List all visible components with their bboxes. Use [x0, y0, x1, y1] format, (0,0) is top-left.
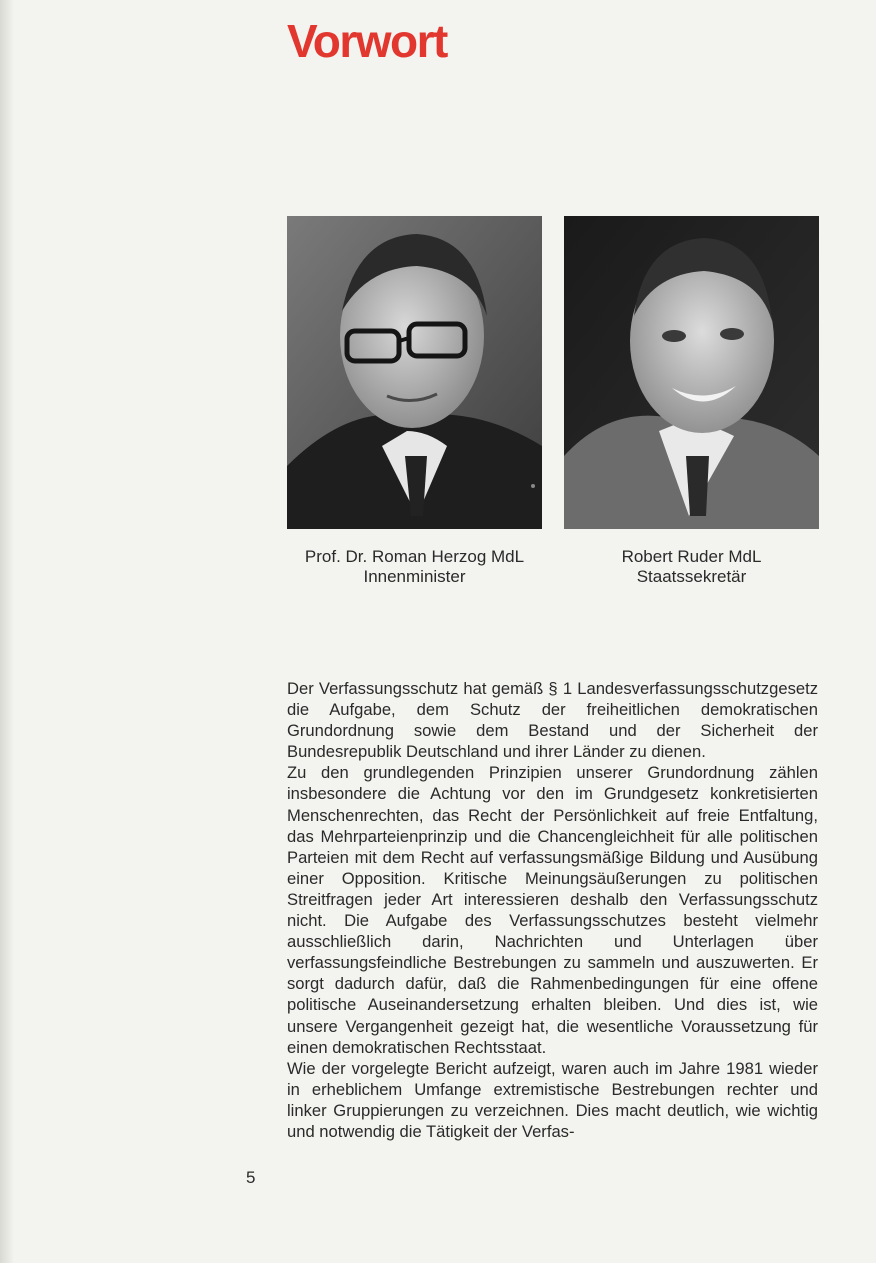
page-number: 5 [246, 1168, 256, 1187]
portrait-photo-herzog [287, 216, 542, 529]
paragraph: Zu den grundlegenden Prinzipien unserer Grundordnung zählen insbesondere die Achtung vor den im Grundgesetz konkretisierten Menschenrechten, das Recht der Persönlichkeit auf freie Entfaltung, das Mehrparteienprinzip und die Chancengleichheit für alle politischen Parteien mit dem Recht auf verfassungsmäßige Bildung und Ausübung einer Opposition. Kritische Meinungsäußerungen zu politischen Streitfragen jeder Art interessieren deshalb den Verfassungsschutz nicht. Die Aufgabe des Verfassungsschutzes besteht vielmehr ausschließlich darin, Nachrichten und Unterlagen über verfassungsfeindliche Bestrebungen zu sammeln und auszuwerten. Er sorgt dadurch dafür, daß die Rahmenbedingungen für eine offene politische Auseinandersetzung erhalten bleiben. Und dies ist, wie unsere Vergangenheit gezeigt hat, die wesentliche Voraussetzung für einen demokratischen Rechtsstaat. [287, 763, 818, 1057]
portrait-caption-herzog [287, 547, 542, 587]
page-title: Vorwort [287, 15, 447, 67]
portrait-name: Robert Ruder MdL [621, 547, 762, 566]
portrait-photo-ruder [564, 216, 819, 529]
portrait-caption-ruder [564, 547, 819, 587]
page-edge [0, 0, 14, 1263]
paragraph: Der Verfassungsschutz hat gemäß § 1 Landesverfassungsschutzgesetz die Aufgabe, dem Schutz der freiheitlichen demokratischen Grundordnung sowie dem Bestand und der Sicherheit der Bundesrepublik Deutschland und ihrer Länder zu dienen. [287, 679, 818, 762]
paragraph: Wie der vorgelegte Bericht aufzeigt, waren auch im Jahre 1981 wieder in erheblichem Umfange extremistische Bestrebungen rechter und linker Gruppierungen zu verzeichnen. Dies macht deutlich, wie wichtig und notwendig die Tätigkeit der Verfas- [287, 1058, 818, 1141]
portrait-name: Prof. Dr. Roman Herzog MdL [304, 547, 525, 566]
portrait-role: Staatssekretär [636, 567, 747, 586]
foreword-body [287, 678, 818, 1142]
portrait-role: Innenminister [363, 567, 466, 586]
